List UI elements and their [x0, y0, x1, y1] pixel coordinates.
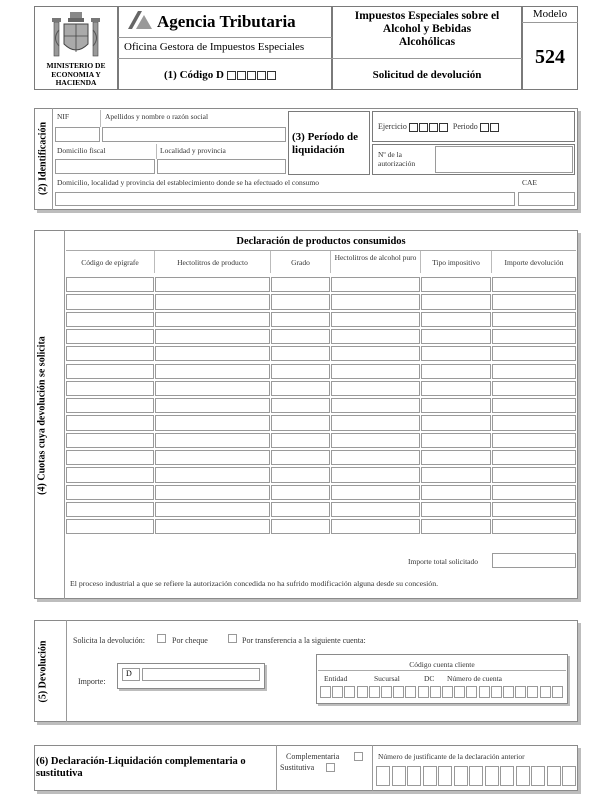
- table-cell[interactable]: [421, 312, 491, 327]
- divider: [522, 22, 578, 23]
- table-cell[interactable]: [421, 381, 491, 396]
- justificante-digit-box[interactable]: [547, 766, 561, 786]
- table-cell[interactable]: [492, 433, 576, 448]
- table-cell[interactable]: [331, 364, 420, 379]
- table-cell[interactable]: [271, 381, 330, 396]
- cae-label: CAE: [522, 178, 537, 187]
- table-cell[interactable]: [421, 277, 491, 292]
- total-input[interactable]: [492, 553, 576, 568]
- form-title: Impuestos Especiales sobre el Alcohol y Bebidas Alcohólicas: [354, 10, 500, 48]
- justificante-digit-box[interactable]: [376, 766, 390, 786]
- table-cell[interactable]: [155, 485, 270, 500]
- table-cell[interactable]: [331, 294, 420, 309]
- ccc-digit-box[interactable]: [405, 686, 416, 698]
- cheque-checkbox[interactable]: [157, 634, 166, 643]
- table-cell[interactable]: [271, 364, 330, 379]
- ccc-digit-box[interactable]: [479, 686, 490, 698]
- divider: [372, 745, 373, 791]
- table-cell[interactable]: [492, 312, 576, 327]
- transferencia-checkbox[interactable]: [228, 634, 237, 643]
- divider: [276, 745, 277, 791]
- column-header: Grado: [291, 258, 310, 267]
- table-cell[interactable]: [155, 398, 270, 413]
- table-cell[interactable]: [492, 485, 576, 500]
- modelo-label: Modelo: [532, 8, 568, 20]
- table-cell[interactable]: [271, 398, 330, 413]
- justificante-digit-box[interactable]: [469, 766, 483, 786]
- table-cell[interactable]: [492, 467, 576, 482]
- domicilio-consumo-input[interactable]: [55, 192, 515, 206]
- ccc-title: Código cuenta cliente: [409, 660, 475, 669]
- domicilio-input[interactable]: [55, 159, 155, 174]
- table-cell[interactable]: [331, 450, 420, 465]
- table-cell[interactable]: [155, 433, 270, 448]
- sustitutiva-checkbox[interactable]: [326, 763, 335, 772]
- divider: [318, 670, 566, 671]
- table-cell[interactable]: [492, 519, 576, 534]
- table-cell[interactable]: [271, 294, 330, 309]
- table-cell[interactable]: [66, 502, 154, 517]
- column-header: Importe devolución: [504, 258, 564, 267]
- ccc-digit-box[interactable]: [344, 686, 355, 698]
- table-cell[interactable]: [421, 519, 491, 534]
- complementaria-label: (6) Declaración-Liquidación complementaria o sustitutiva: [36, 756, 246, 779]
- table-cell[interactable]: [66, 485, 154, 500]
- table-cell[interactable]: [421, 364, 491, 379]
- table-cell[interactable]: [331, 519, 420, 534]
- table-cell[interactable]: [66, 433, 154, 448]
- divider: [332, 58, 522, 59]
- divider: [100, 110, 101, 127]
- table-cell[interactable]: [331, 346, 420, 361]
- column-header: Tipo impositivo: [432, 258, 480, 267]
- table-cell[interactable]: [331, 381, 420, 396]
- table-cell[interactable]: [331, 329, 420, 344]
- domicilio-label: Domicilio fiscal: [57, 146, 106, 155]
- table-cell[interactable]: [271, 329, 330, 344]
- table-cell[interactable]: [271, 433, 330, 448]
- table-cell[interactable]: [155, 415, 270, 430]
- ccc-digit-box[interactable]: [357, 686, 368, 698]
- table-cell[interactable]: [66, 450, 154, 465]
- entidad-label: Entidad: [324, 674, 348, 683]
- importe-input[interactable]: [142, 668, 260, 681]
- table-cell[interactable]: [492, 294, 576, 309]
- table-cell[interactable]: [271, 415, 330, 430]
- table-cell[interactable]: [155, 312, 270, 327]
- ccc-digit-box[interactable]: [442, 686, 453, 698]
- table-cell[interactable]: [492, 415, 576, 430]
- ccc-digit-box[interactable]: [540, 686, 551, 698]
- table-cell[interactable]: [155, 294, 270, 309]
- justificante-digit-box[interactable]: [392, 766, 406, 786]
- divider: [66, 250, 576, 251]
- ccc-digit-box[interactable]: [503, 686, 514, 698]
- divider: [330, 251, 331, 273]
- table-cell[interactable]: [271, 467, 330, 482]
- divider: [491, 251, 492, 273]
- table-cell[interactable]: [271, 450, 330, 465]
- table-cell[interactable]: [492, 398, 576, 413]
- table-cell[interactable]: [331, 433, 420, 448]
- table-cell[interactable]: [492, 381, 576, 396]
- table-cell[interactable]: [155, 381, 270, 396]
- cheque-label: Por cheque: [172, 636, 208, 645]
- cuotas-side-label: (4) Cuotas cuya devolución se solicita: [36, 336, 48, 495]
- sustitutiva-option-label: Sustitutiva: [280, 763, 315, 772]
- devolucion-side-label: (5) Devolución: [37, 640, 49, 703]
- table-cell[interactable]: [492, 277, 576, 292]
- ccc-digit-box[interactable]: [491, 686, 502, 698]
- table-cell[interactable]: [66, 398, 154, 413]
- table-cell[interactable]: [66, 381, 154, 396]
- apellidos-label: Apellidos y nombre o razón social: [105, 112, 209, 121]
- complementaria-checkbox[interactable]: [354, 752, 363, 761]
- ccc-digit-box[interactable]: [320, 686, 331, 698]
- table-cell[interactable]: [271, 502, 330, 517]
- importe-prefix: D: [122, 668, 140, 681]
- table-cell[interactable]: [155, 346, 270, 361]
- divider: [154, 251, 155, 273]
- table-cell[interactable]: [421, 467, 491, 482]
- table-cell[interactable]: [421, 415, 491, 430]
- autorizacion-label: Nº de la autorización: [378, 150, 416, 168]
- justificante-digit-box[interactable]: [454, 766, 468, 786]
- table-cell[interactable]: [155, 502, 270, 517]
- table-cell[interactable]: [66, 364, 154, 379]
- table-cell[interactable]: [421, 450, 491, 465]
- form-subtitle: Solicitud de devolución: [372, 69, 482, 81]
- total-label: Importe total solicitado: [408, 557, 478, 566]
- ccc-digit-box[interactable]: [454, 686, 465, 698]
- table-cell[interactable]: [155, 329, 270, 344]
- autorizacion-input[interactable]: [435, 146, 573, 173]
- apellidos-input[interactable]: [102, 127, 286, 142]
- justificante-digit-box[interactable]: [423, 766, 437, 786]
- divider: [270, 251, 271, 273]
- divider: [420, 251, 421, 273]
- table-cell[interactable]: [155, 364, 270, 379]
- justificante-label: Número de justificante de la declaración anterior: [378, 752, 525, 761]
- table-cell[interactable]: [271, 277, 330, 292]
- justificante-digit-box[interactable]: [500, 766, 514, 786]
- table-cell[interactable]: [492, 364, 576, 379]
- table-cell[interactable]: [155, 467, 270, 482]
- justificante-digit-box[interactable]: [516, 766, 530, 786]
- periodo-label: (3) Período de liquidación: [292, 131, 358, 156]
- justificante-digit-box[interactable]: [407, 766, 421, 786]
- divider: [118, 37, 332, 38]
- table-cell[interactable]: [66, 415, 154, 430]
- table-cell[interactable]: [331, 398, 420, 413]
- table-cell[interactable]: [66, 329, 154, 344]
- sucursal-label: Sucursal: [374, 674, 400, 683]
- office-name: Oficina Gestora de Impuestos Especiales: [124, 41, 305, 53]
- table-cell[interactable]: [66, 294, 154, 309]
- localidad-label: Localidad y provincia: [160, 146, 226, 155]
- column-header: Hectolitros de producto: [177, 258, 248, 267]
- justificante-digit-box[interactable]: [438, 766, 452, 786]
- table-cell[interactable]: [271, 312, 330, 327]
- table-cell[interactable]: [271, 519, 330, 534]
- ministry-name: MINISTERIO DE ECONOMIA Y HACIENDA: [46, 61, 106, 87]
- identification-side-label: (2) Identificación: [37, 121, 49, 196]
- divider: [156, 144, 157, 159]
- footer-note: El proceso industrial a que se refiere la autorización concedida no ha sufrido modificación alguna desde su concesión.: [70, 579, 439, 588]
- divider: [118, 58, 332, 59]
- table-cell[interactable]: [492, 346, 576, 361]
- table-title: Declaración de productos consumidos: [236, 236, 406, 247]
- ejercicio-field[interactable]: Ejercicio Periodo: [378, 122, 500, 132]
- agency-name: Agencia Tributaria: [157, 12, 296, 31]
- ccc-digit-box[interactable]: [430, 686, 441, 698]
- table-cell[interactable]: [66, 312, 154, 327]
- divider: [64, 230, 65, 599]
- table-cell[interactable]: [421, 502, 491, 517]
- table-cell[interactable]: [331, 277, 420, 292]
- table-cell[interactable]: [155, 450, 270, 465]
- nif-input[interactable]: [55, 127, 100, 142]
- modelo-number: 524: [535, 46, 565, 68]
- ccc-digit-box[interactable]: [393, 686, 404, 698]
- table-cell[interactable]: [66, 277, 154, 292]
- table-cell[interactable]: [492, 329, 576, 344]
- codigo-field[interactable]: (1) Código D: [164, 69, 277, 81]
- numero-cuenta-label: Número de cuenta: [447, 674, 502, 683]
- table-cell[interactable]: [421, 346, 491, 361]
- table-cell[interactable]: [66, 519, 154, 534]
- ccc-digit-box[interactable]: [527, 686, 538, 698]
- justificante-digit-box[interactable]: [485, 766, 499, 786]
- table-cell[interactable]: [492, 450, 576, 465]
- table-cell[interactable]: [331, 467, 420, 482]
- table-cell[interactable]: [331, 485, 420, 500]
- ccc-digit-box[interactable]: [332, 686, 343, 698]
- ccc-digit-box[interactable]: [381, 686, 392, 698]
- justificante-digit-box[interactable]: [531, 766, 545, 786]
- complementaria-option-label: Complementaria: [286, 752, 340, 761]
- column-header: Código de epígrafe: [81, 258, 139, 267]
- divider: [66, 620, 67, 722]
- table-cell[interactable]: [271, 485, 330, 500]
- table-cell[interactable]: [421, 433, 491, 448]
- ccc-digit-box[interactable]: [418, 686, 429, 698]
- ccc-digit-box[interactable]: [515, 686, 526, 698]
- cae-input[interactable]: [518, 192, 575, 206]
- localidad-input[interactable]: [157, 159, 286, 174]
- table-cell[interactable]: [155, 277, 270, 292]
- table-cell[interactable]: [66, 346, 154, 361]
- agency-logo-icon: [126, 9, 154, 31]
- table-cell[interactable]: [66, 467, 154, 482]
- table-cell[interactable]: [421, 398, 491, 413]
- table-cell[interactable]: [421, 485, 491, 500]
- table-cell[interactable]: [331, 415, 420, 430]
- solicita-label: Solicita la devolución:: [73, 636, 145, 645]
- importe-label: Importe:: [78, 677, 106, 686]
- table-cell[interactable]: [155, 519, 270, 534]
- divider: [52, 108, 53, 210]
- transferencia-label: Por transferencia a la siguiente cuenta:: [242, 636, 366, 645]
- table-cell[interactable]: [421, 294, 491, 309]
- coat-of-arms-icon: [48, 10, 104, 62]
- table-cell[interactable]: [492, 502, 576, 517]
- ccc-digit-box[interactable]: [552, 686, 563, 698]
- ccc-digit-box[interactable]: [369, 686, 380, 698]
- column-header: Hectolitros de alcohol puro: [334, 253, 417, 262]
- justificante-digit-box[interactable]: [562, 766, 576, 786]
- ccc-digit-box[interactable]: [466, 686, 477, 698]
- domicilio-consumo-label: Domicilio, localidad y provincia del establecimiento donde se ha efectuado el consumo: [57, 178, 319, 187]
- table-cell[interactable]: [331, 502, 420, 517]
- table-cell[interactable]: [271, 346, 330, 361]
- nif-label: NIF: [57, 112, 70, 121]
- dc-label: DC: [424, 674, 435, 683]
- table-cell[interactable]: [331, 312, 420, 327]
- table-cell[interactable]: [421, 329, 491, 344]
